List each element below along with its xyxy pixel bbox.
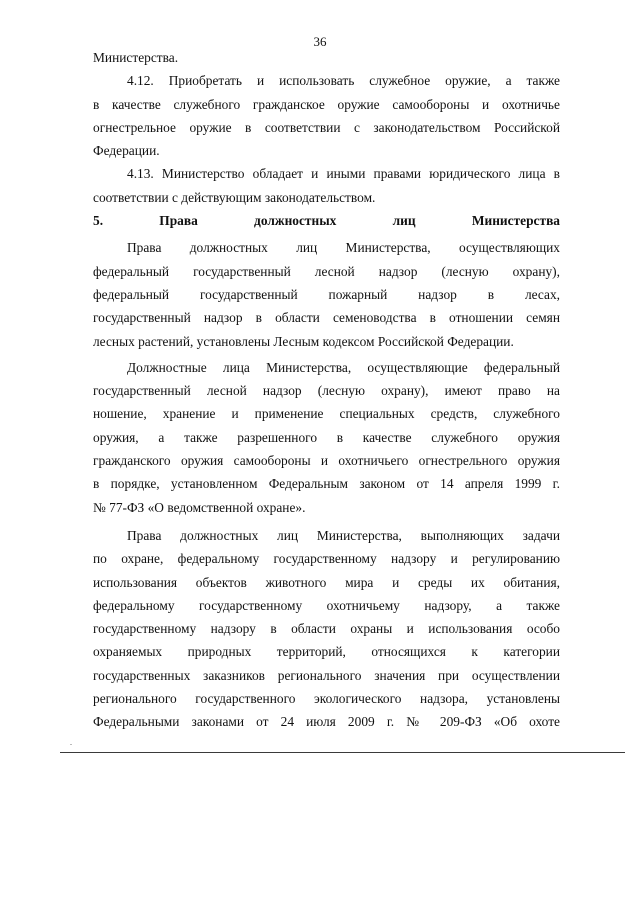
page-bottom-rule xyxy=(60,752,625,753)
text-line: огнестрельное оружие в соответствии с законодательством Российской xyxy=(93,119,560,135)
text-line: по охране, федеральному государственному надзору и регулированию xyxy=(93,551,560,567)
paragraph-weapons xyxy=(93,356,560,519)
text-line: оружия, а также разрешенного в качестве служебного оружия xyxy=(93,429,560,445)
text-line: в качестве служебного гражданское оружие самообороны и охотничье xyxy=(93,96,560,112)
text-line: 4.13. Министерство обладает и иными правами юридического лица в xyxy=(127,166,560,182)
text-line: регионального государственного экологического надзора, установлены xyxy=(93,691,560,707)
text-line: Права должностных лиц Министерства, осуществляющих xyxy=(127,240,560,256)
text-line: государственный лесной надзор (лесную охрану), имеют право на xyxy=(93,383,560,399)
text-line: Федерации. xyxy=(93,143,160,159)
text-line: Права должностных лиц Министерства, выполняющих задачи xyxy=(127,527,560,543)
text-line: федеральному государственному охотничьему надзору, а также xyxy=(93,597,560,613)
text-line: Федеральными законами от 24 июля 2009 г. № 209-ФЗ «Об охоте xyxy=(93,714,560,730)
text-line: ношение, хранение и применение специальных средств, служебного xyxy=(93,406,560,422)
paragraph-4-13 xyxy=(93,162,560,209)
text-line: государственных заказников регионального значения при осуществлении xyxy=(93,667,560,683)
text-line: государственному надзору в области охраны и использования особо xyxy=(93,621,560,637)
text-line: гражданского оружия самообороны и охотничьего огнестрельного оружия xyxy=(93,453,560,469)
text-line: соответствии с действующим законодательством. xyxy=(93,189,376,205)
text-line: № 77-ФЗ «О ведомственной охране». xyxy=(93,499,306,515)
text-line: государственный надзор в области семеноводства в отношении семян xyxy=(93,310,560,326)
document-body xyxy=(93,46,560,734)
section-heading: 5. Права должностных лиц Министерства xyxy=(93,213,560,229)
page-number: 36 xyxy=(313,34,327,49)
text-line: использования объектов животного мира и среды их обитания, xyxy=(93,574,560,590)
paragraph-wildlife-supervision xyxy=(93,524,560,734)
text-line: Министерства. xyxy=(93,50,179,65)
scan-artifact xyxy=(70,744,72,745)
paragraph-officials-rights xyxy=(93,236,560,352)
text-line: федеральный государственный пожарный надзор в лесах, xyxy=(93,286,560,302)
text-line: охраняемых природных территорий, относящихся к категории xyxy=(93,644,560,660)
text-line: 4.12. Приобретать и использовать служебное оружие, а также xyxy=(127,73,560,89)
paragraph-4-12 xyxy=(93,69,560,162)
text-line: в порядке, установленном Федеральным законом от 14 апреля 1999 г. xyxy=(93,476,560,492)
text-line: лесных растений, установлены Лесным кодексом Российской Федерации. xyxy=(93,333,514,349)
text-line: Должностные лица Министерства, осуществляющие федеральный xyxy=(127,359,560,375)
text-line: федеральный государственный лесной надзор (лесную охрану), xyxy=(93,263,560,279)
